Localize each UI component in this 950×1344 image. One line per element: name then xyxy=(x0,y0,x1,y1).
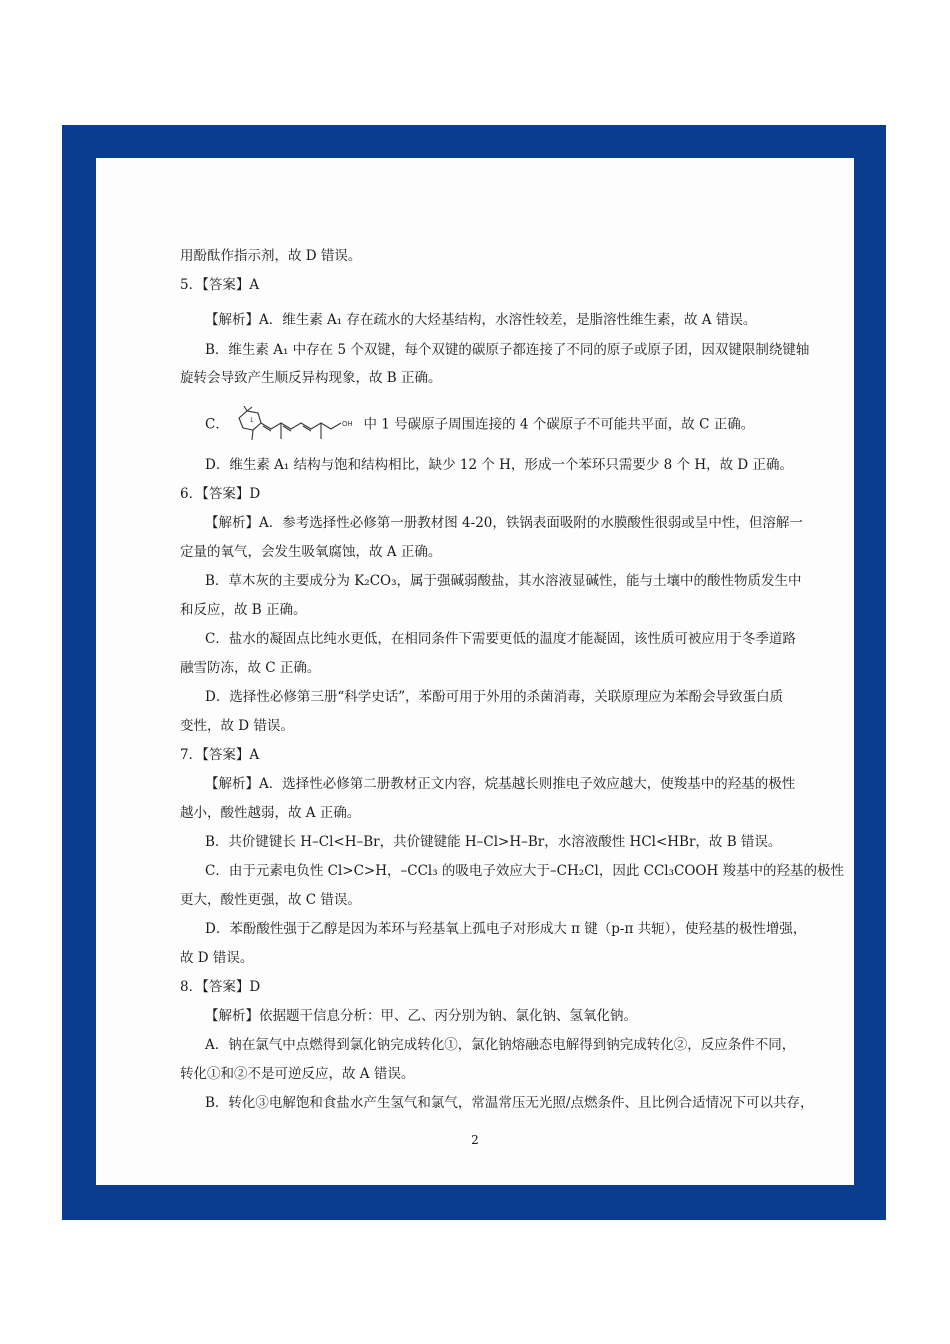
text-line: B．维生素 A₁ 中存在 5 个双键，每个双键的碳原子都连接了不同的原子或原子团，因双键限制绕键轴 xyxy=(205,342,810,358)
text-line: 更大，酸性更强，故 C 错误。 xyxy=(180,892,361,908)
text-line: 变性，故 D 错误。 xyxy=(180,718,294,734)
text-line: 故 D 错误。 xyxy=(180,950,254,966)
text-line: B．共价键键长 H–Cl<H–Br，共价键键能 H–Cl>H–Br，水溶液酸性 HCl<HBr，故 B 错误。 xyxy=(205,834,782,850)
text-line: 定量的氧气，会发生吸氧腐蚀，故 A 正确。 xyxy=(180,544,442,560)
text-line: 转化①和②不是可逆反应，故 A 错误。 xyxy=(180,1066,415,1082)
text-line: 越小，酸性越弱，故 A 正确。 xyxy=(180,805,361,821)
text-line: 【解析】A．选择性必修第二册教材正文内容，烷基越长则推电子效应越大，使羧基中的羟基的极性 xyxy=(205,776,796,792)
text-line: 【解析】依据题干信息分析：甲、乙、丙分别为钠、氯化钠、氢氧化钠。 xyxy=(205,1008,637,1024)
answer-6-heading: 6．【答案】D xyxy=(180,486,261,502)
retinol-structure-icon xyxy=(235,406,357,444)
text-line: C．盐水的凝固点比纯水更低，在相同条件下需要更低的温度才能凝固，该性质可被应用于冬季道路 xyxy=(205,631,796,647)
text-line: 和反应，故 B 正确。 xyxy=(180,602,307,618)
text-line: D．苯酚酸性强于乙醇是因为苯环与羟基氧上孤电子对形成大 π 键（p-π 共轭），使羟基的极性增强， xyxy=(205,921,807,937)
option-c-label: C． xyxy=(205,416,229,433)
text-line: A．钠在氯气中点燃得到氯化钠完成转化①，氯化钠熔融态电解得到钠完成转化②，反应条件不同， xyxy=(205,1037,796,1053)
text-line: B．转化③电解饱和食盐水产生氢气和氯气，常温常压无光照/点燃条件、且比例合适情况下可以共存， xyxy=(205,1095,814,1111)
answer-8-heading: 8．【答案】D xyxy=(180,979,261,995)
text-line: 【解析】A．参考选择性必修第一册教材图 4-20，铁锅表面吸附的水膜酸性很弱或呈中性，但溶解一 xyxy=(205,515,803,531)
text-line: 【解析】A．维生素 A₁ 存在疏水的大烃基结构，水溶性较差，是脂溶性维生素，故 A 错误。 xyxy=(205,312,757,328)
carbon-1-label: 1 xyxy=(250,418,254,424)
answer-7-heading: 7．【答案】A xyxy=(180,747,260,763)
option-c-line xyxy=(205,406,754,444)
text-line: D．选择性必修第三册“科学史话”，苯酚可用于外用的杀菌消毒，关联原理应为苯酚会导致蛋白质 xyxy=(205,689,784,705)
text-line: 用酚酞作指示剂，故 D 错误。 xyxy=(180,248,362,264)
text-line: B．草木灰的主要成分为 K₂CO₃，属于强碱弱酸盐，其水溶液显碱性，能与土壤中的酸性物质发生中 xyxy=(205,573,802,589)
page-number: 2 xyxy=(471,1133,479,1147)
text-line: C．由于元素电负性 Cl>C>H，–CCl₃ 的吸电子效应大于–CH₂Cl，因此 CCl₃COOH 羧基中的羟基的极性 xyxy=(205,863,845,879)
text-line: D．维生素 A₁ 结构与饱和结构相比，缺少 12 个 H，形成一个苯环只需要少 8 个 H，故 D 正确。 xyxy=(205,457,794,473)
text-line: 融雪防冻，故 C 正确。 xyxy=(180,660,321,676)
option-c-text: 中 1 号碳原子周围连接的 4 个碳原子不可能共平面，故 C 正确。 xyxy=(363,416,755,433)
answer-5-heading: 5．【答案】A xyxy=(180,277,260,293)
text-line: 旋转会导致产生顺反异构现象，故 B 正确。 xyxy=(180,370,442,386)
oh-label: OH xyxy=(342,421,353,428)
